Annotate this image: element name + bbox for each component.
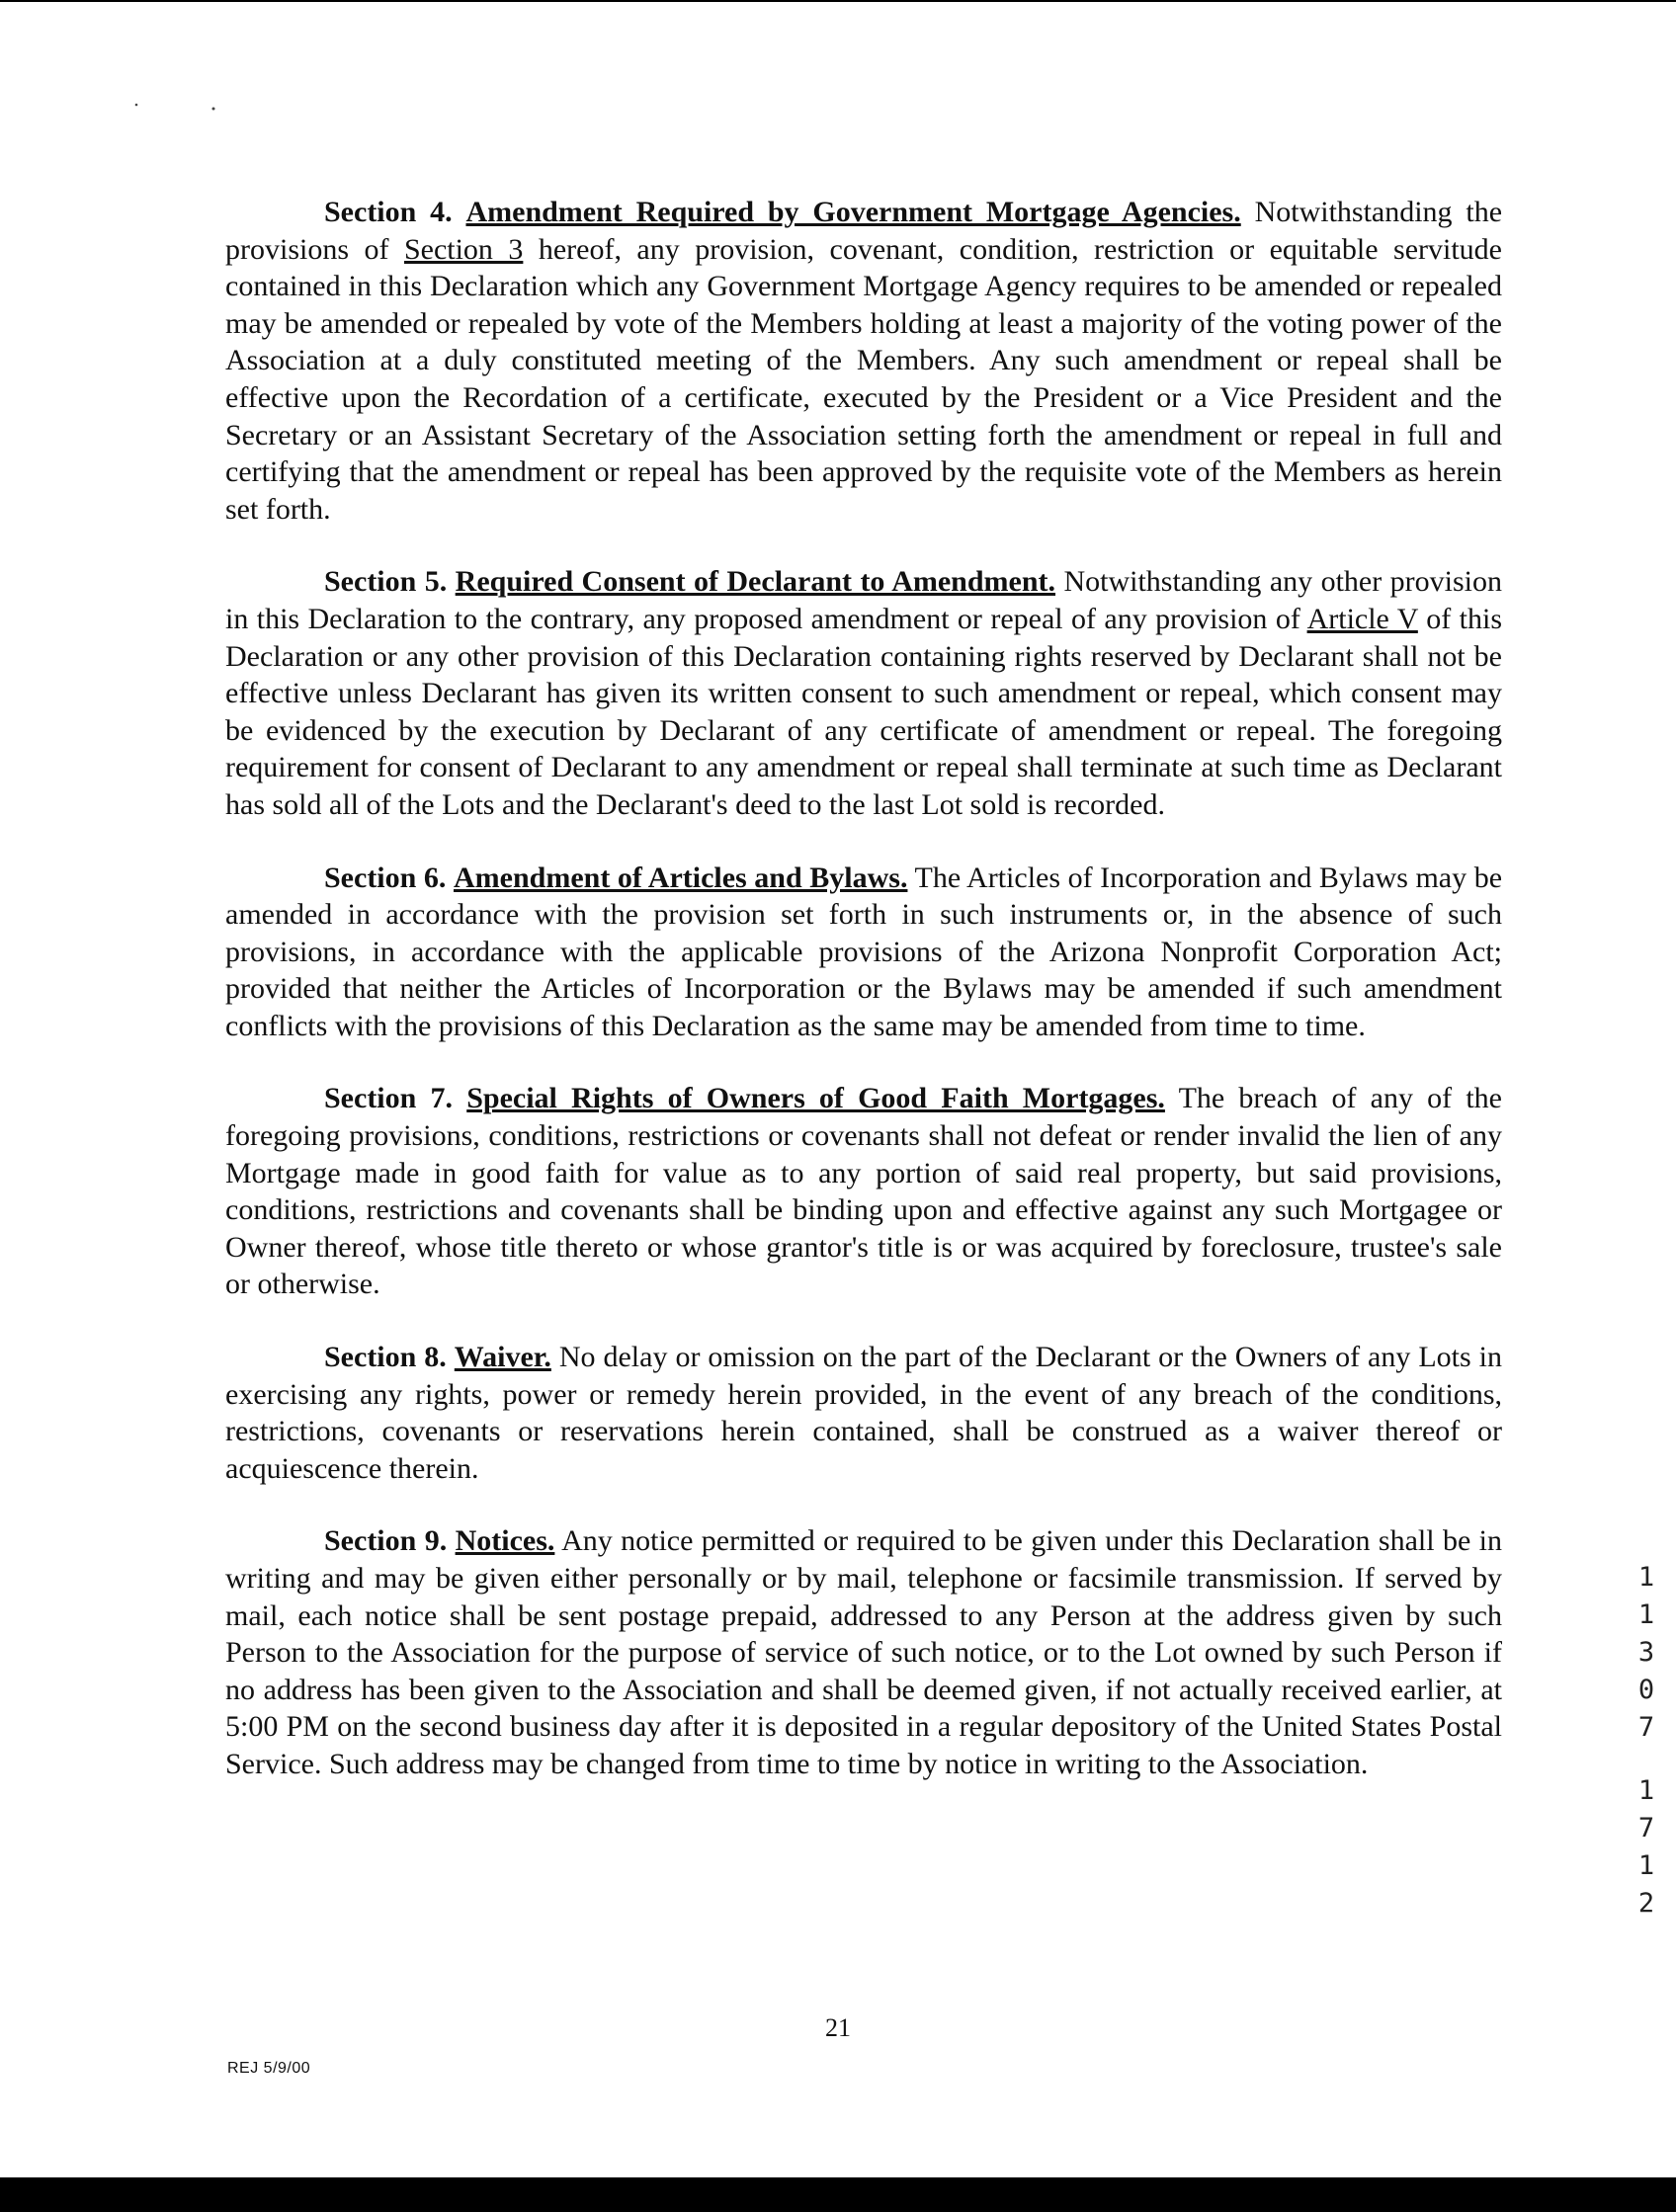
section-heading: Amendment of Articles and Bylaws. xyxy=(453,860,908,894)
document-body xyxy=(225,194,1502,1819)
section-number: Section 9. xyxy=(324,1524,448,1558)
section-text: The Articles of Incorporation and Bylaws may be amended in accordance with the provision set forth in such instruments or, in the absence of such provisions, in accordance with the applicable provisions of the Arizona Nonprofit Corporation Act; provided that neither the Articles of Incorporation or the Bylaws may be amended if such amendment conflicts with the provisions of this Declaration as the same may be amended from time to time. xyxy=(225,860,1503,1042)
footer-code: REJ 5/9/00 xyxy=(227,2060,311,2077)
section-4 xyxy=(225,194,1502,528)
scan-bottom-border xyxy=(0,2177,1676,2212)
section-heading: Waiver. xyxy=(454,1341,551,1374)
section-8 xyxy=(225,1339,1502,1487)
section-text: No delay or omission on the part of the Declarant or the Owners of any Lots in exercising any rights, power or remedy herein provided, in the event of any breach of the conditions, restrictions, covenants or reservations herein contained, shall be construed as a waiver thereof or acquiescence therein. xyxy=(225,1341,1503,1485)
stamp-digit: 2 xyxy=(1637,1888,1655,1919)
stamp-digit: 7 xyxy=(1637,1712,1655,1743)
section-number: Section 4. xyxy=(324,196,453,228)
section-7 xyxy=(225,1080,1502,1303)
stamp-digit: 1 xyxy=(1637,1562,1655,1593)
scan-top-edge xyxy=(0,0,1676,2)
section-text: Notwithstanding the provisions of xyxy=(225,196,1503,266)
section-text: The breach of any of the foregoing provisions, conditions, restrictions or covenants shall not defeat or render invalid the lien of any Mortgage made in good faith for value as to any portion of said real property, but said provisions, conditions, restrictions and covenants shall be binding upon and effective against any such Mortgagee or Owner thereof, whose title thereto or whose grantor's title is or was acquired by foreclosure, trustee's sale or otherwise. xyxy=(225,1082,1502,1301)
section-9 xyxy=(225,1522,1502,1782)
scan-specks xyxy=(132,99,221,113)
stamp-digit: 3 xyxy=(1637,1637,1655,1668)
section-6 xyxy=(225,860,1502,1045)
page-number: 21 xyxy=(825,2013,851,2042)
section-text: Notwithstanding any other provision in this Declaration to the contrary, any proposed amendment or repeal of any provision of xyxy=(225,565,1502,635)
stamp-digit: 1 xyxy=(1637,1599,1655,1630)
section-number: Section 8. xyxy=(324,1341,447,1374)
section-heading: Special Rights of Owners of Good Faith Mortgages. xyxy=(466,1082,1165,1115)
stamp-digit: 0 xyxy=(1637,1675,1655,1705)
stamp-digit: 1 xyxy=(1637,1850,1655,1881)
section-heading: Required Consent of Declarant to Amendment. xyxy=(455,565,1056,599)
section-number: Section 6. xyxy=(324,860,447,894)
section-reference: Section 3 xyxy=(403,232,524,266)
recording-number-stamp xyxy=(1627,1559,1666,1923)
section-5 xyxy=(225,563,1502,823)
section-number: Section 5. xyxy=(324,565,448,599)
section-heading: Notices. xyxy=(455,1524,555,1558)
stamp-digit: 7 xyxy=(1637,1813,1655,1843)
article-reference: Article V xyxy=(1306,602,1418,635)
section-heading: Amendment Required by Government Mortgage Agencies. xyxy=(465,196,1241,228)
section-text: Any notice permitted or required to be given under this Declaration shall be in writing and may be given either personally or by mail, telephone or facsimile transmission. If served by mail, each notice shall be sent postage prepaid, addressed to any Person at the address given by such Person to the Association for the purpose of service of such notice, or to the Lot owned by such Person if no address has been given to the Association and shall be deemed given, if not actually received earlier, at 5:00 PM on the second business day after it is deposited in a regular depository of the United States Postal Service. Such address may be changed from time to time by notice in writing to the Association. xyxy=(225,1524,1502,1780)
section-text: hereof, any provision, covenant, condition, restriction or equitable servitude contained in this Declaration which any Government Mortgage Agency requires to be amended or repealed may be amended or repealed by vote of the Members holding at least a majority of the voting power of the Association at a duly constituted meeting of the Members. Any such amendment or repeal shall be effective upon the Recordation of a certificate, executed by the President or a Vice President and the Secretary or an Assistant Secretary of the Association setting forth the amendment or repeal in full and certifying that the amendment or repeal has been approved by the requisite vote of the Members as herein set forth. xyxy=(225,232,1502,526)
stamp-gap xyxy=(1627,1747,1666,1772)
stamp-digit: 1 xyxy=(1637,1775,1655,1806)
section-text: of this Declaration or any other provision of this Declaration containing rights reserved by Declarant shall not be effective unless Declarant has given its written consent to such amendment or repeal, which consent may be evidenced by the execution by Declarant of any certificate of amendment or repeal. The foregoing requirement for consent of Declarant to any amendment or repeal shall terminate at such time as Declarant has sold all of the Lots and the Declarant's deed to the last Lot sold is recorded. xyxy=(225,602,1502,821)
section-number: Section 7. xyxy=(324,1082,454,1115)
